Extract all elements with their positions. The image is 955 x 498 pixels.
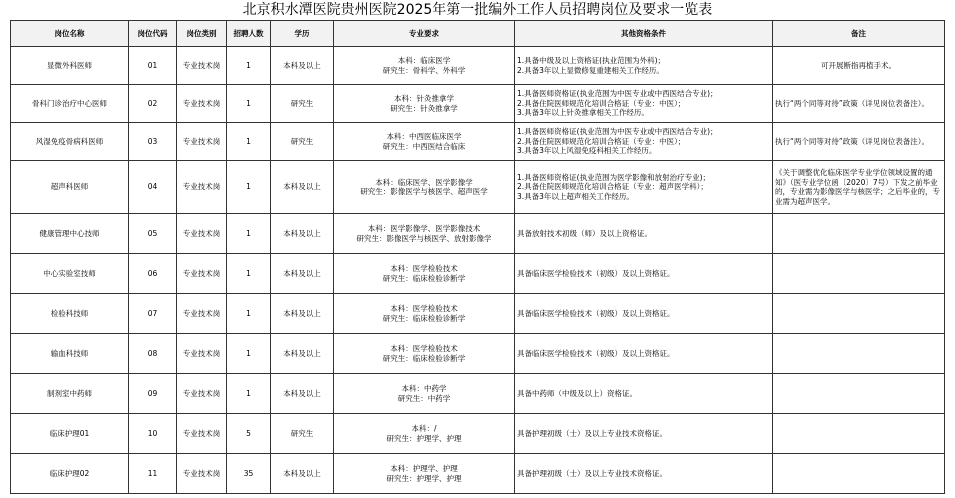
note-line: 《关于调整优化临床医学专业学位领域设置的通知》（医专业学位函〔2020〕7号）下发之前毕业的，专业需为影像医学与核医学；之后毕业的，专业需为超声医学。 <box>775 168 940 206</box>
cell-notes <box>773 214 945 254</box>
cell-education: 研究生 <box>271 414 334 454</box>
cell-hire-count: 1 <box>227 254 271 294</box>
cell-other-requirements <box>515 334 773 374</box>
requirement-line: 1.具备医师资格证(执业范围为中医专业或中西医结合专业)； <box>517 127 718 137</box>
table-row <box>11 123 945 161</box>
cell-major <box>334 374 515 414</box>
cell-hire-count: 1 <box>227 374 271 414</box>
cell-hire-count: 1 <box>227 214 271 254</box>
cell-other-requirements <box>515 123 773 161</box>
cell-post-category: 专业技术岗 <box>177 374 227 414</box>
requirement-line: 2.具备住院医师规范化培训合格证（专业：中医）； <box>517 98 686 108</box>
cell-notes <box>773 454 945 494</box>
cell-post-name: 检验科技师 <box>11 294 129 334</box>
cell-major <box>334 334 515 374</box>
cell-post-code: 04 <box>129 161 177 214</box>
note-line: 执行“两个同等对待”政策（详见岗位表备注）。 <box>775 98 930 108</box>
cell-notes <box>773 294 945 334</box>
cell-education: 本科及以上 <box>271 47 334 85</box>
cell-notes <box>773 123 945 161</box>
table-row <box>11 214 945 254</box>
cell-post-code: 06 <box>129 254 177 294</box>
cell-notes <box>773 254 945 294</box>
major-line: 研究生：影像医学与核医学、超声医学 <box>360 187 488 196</box>
requirement-line: 3.具备3年以上风湿免疫科相关工作经历。 <box>517 146 657 156</box>
major-line: 本科：临床医学 <box>397 56 451 65</box>
requirement-line: 1.具备医师资格证(执业范围为医学影像和放射治疗专业)； <box>517 172 711 182</box>
requirement-line: 具备放射技术初级（师）及以上资格证。 <box>517 228 652 238</box>
cell-major <box>334 254 515 294</box>
cell-post-code: 02 <box>129 85 177 123</box>
cell-major <box>334 414 515 454</box>
cell-post-category: 专业技术岗 <box>177 454 227 494</box>
header-post-category: 岗位类别 <box>177 21 227 47</box>
header-post-code: 岗位代码 <box>129 21 177 47</box>
cell-hire-count: 1 <box>227 334 271 374</box>
major-line: 研究生：临床检验诊断学 <box>382 353 466 363</box>
cell-other-requirements <box>515 254 773 294</box>
cell-post-category: 专业技术岗 <box>177 47 227 85</box>
table-row <box>11 161 945 214</box>
cell-education: 研究生 <box>271 123 334 161</box>
major-line: 本科：/ <box>411 424 437 433</box>
cell-post-name: 风湿免疫骨病科医师 <box>11 123 129 161</box>
note-line: 执行“两个同等对待”政策（详见岗位表备注）。 <box>775 136 930 146</box>
cell-major <box>334 454 515 494</box>
cell-post-category: 专业技术岗 <box>177 214 227 254</box>
major-line: 研究生：影像医学与核医学、放射影像学 <box>356 233 492 243</box>
cell-hire-count: 1 <box>227 294 271 334</box>
note-line: 可开展断指再植手术。 <box>821 60 896 70</box>
requirement-line: 具备中药师（中级及以上）资格证。 <box>517 388 637 398</box>
requirement-line: 3.具备3年以上超声相关工作经历。 <box>517 191 634 201</box>
cell-post-code: 05 <box>129 214 177 254</box>
requirement-line: 2.具备住院医师规范化培训合格证（专业：中医）； <box>517 136 686 146</box>
cell-post-category: 专业技术岗 <box>177 414 227 454</box>
cell-other-requirements <box>515 47 773 85</box>
cell-post-code: 09 <box>129 374 177 414</box>
requirement-line: 1.具备中级及以上资格证(执业范围为外科)； <box>517 56 666 65</box>
cell-hire-count: 1 <box>227 85 271 123</box>
major-line: 研究生：临床检验诊断学 <box>382 273 466 283</box>
header-other-requirements: 其他资格条件 <box>515 21 773 47</box>
cell-major <box>334 161 515 214</box>
major-line: 研究生：护理学、护理 <box>386 473 462 483</box>
table-row <box>11 47 945 85</box>
cell-education: 本科及以上 <box>271 161 334 214</box>
cell-other-requirements <box>515 414 773 454</box>
header-hire-count: 招聘人数 <box>227 21 271 47</box>
cell-education: 本科及以上 <box>271 214 334 254</box>
cell-post-name: 输血科技师 <box>11 334 129 374</box>
major-line: 研究生：临床检验诊断学 <box>382 313 466 323</box>
major-line: 本科：医学影像学、医学影像技术 <box>367 224 481 233</box>
cell-notes <box>773 85 945 123</box>
major-line: 本科：中西医临床医学 <box>386 132 462 141</box>
table-row <box>11 374 945 414</box>
requirement-line: 具备临床医学检验技术（初级）及以上资格证。 <box>517 348 675 358</box>
cell-post-category: 专业技术岗 <box>177 123 227 161</box>
cell-other-requirements <box>515 214 773 254</box>
major-line: 本科：医学检验技术 <box>390 264 458 273</box>
requirement-line: 具备护理初级（士）及以上专业技术资格证。 <box>517 428 667 438</box>
cell-other-requirements <box>515 454 773 494</box>
cell-post-category: 专业技术岗 <box>177 254 227 294</box>
header-major: 专业要求 <box>334 21 515 47</box>
header-post-name: 岗位名称 <box>11 21 129 47</box>
cell-post-code: 10 <box>129 414 177 454</box>
cell-post-name: 显微外科医师 <box>11 47 129 85</box>
table-row <box>11 454 945 494</box>
cell-major <box>334 214 515 254</box>
cell-other-requirements <box>515 374 773 414</box>
major-line: 本科：医学检验技术 <box>390 304 458 313</box>
requirement-line: 具备护理初级（士）及以上专业技术资格证。 <box>517 468 667 478</box>
cell-major <box>334 47 515 85</box>
cell-education: 本科及以上 <box>271 334 334 374</box>
cell-major <box>334 123 515 161</box>
page-title: 北京积水潭医院贵州医院2025年第一批编外工作人员招聘岗位及要求一览表 <box>242 2 713 18</box>
cell-notes <box>773 334 945 374</box>
major-line: 研究生：骨科学、外科学 <box>382 65 466 75</box>
cell-education: 本科及以上 <box>271 254 334 294</box>
cell-major <box>334 294 515 334</box>
cell-notes <box>773 414 945 454</box>
requirement-line: 2.具备住院医师规范化培训合格证（专业：超声医学科）； <box>517 182 708 192</box>
cell-hire-count: 1 <box>227 123 271 161</box>
table-row <box>11 334 945 374</box>
requirement-line: 3.具备3年以上针灸推拿相关工作经历。 <box>517 108 649 118</box>
table-header-row <box>11 21 945 47</box>
cell-notes <box>773 161 945 214</box>
cell-post-category: 专业技术岗 <box>177 334 227 374</box>
cell-post-name: 制剂室中药师 <box>11 374 129 414</box>
table-row <box>11 254 945 294</box>
cell-hire-count: 1 <box>227 161 271 214</box>
cell-hire-count: 1 <box>227 47 271 85</box>
header-notes: 备注 <box>773 21 945 47</box>
cell-other-requirements <box>515 161 773 214</box>
table-row <box>11 414 945 454</box>
major-line: 研究生：护理学、护理 <box>386 433 462 443</box>
requirement-line: 具备临床医学检验技术（初级）及以上资格证。 <box>517 308 675 318</box>
major-line: 本科：针灸推拿学 <box>394 94 454 103</box>
table-row <box>11 85 945 123</box>
cell-post-name: 健康管理中心技师 <box>11 214 129 254</box>
cell-post-name: 中心实验室技师 <box>11 254 129 294</box>
cell-post-code: 03 <box>129 123 177 161</box>
recruitment-table <box>10 20 945 494</box>
table-row <box>11 294 945 334</box>
cell-education: 本科及以上 <box>271 374 334 414</box>
cell-post-code: 11 <box>129 454 177 494</box>
cell-post-name: 骨科门诊治疗中心医师 <box>11 85 129 123</box>
cell-education: 研究生 <box>271 85 334 123</box>
cell-post-code: 07 <box>129 294 177 334</box>
cell-education: 本科及以上 <box>271 294 334 334</box>
cell-notes <box>773 374 945 414</box>
requirement-line: 1.具备医师资格证(执业范围为中医专业或中西医结合专业)； <box>517 89 718 99</box>
major-line: 研究生：中西医结合临床 <box>382 141 466 151</box>
cell-major <box>334 85 515 123</box>
major-line: 本科：护理学、护理 <box>390 464 458 473</box>
cell-other-requirements <box>515 85 773 123</box>
cell-post-name: 超声科医师 <box>11 161 129 214</box>
cell-post-category: 专业技术岗 <box>177 85 227 123</box>
major-line: 研究生：针灸推拿学 <box>390 103 458 113</box>
cell-other-requirements <box>515 294 773 334</box>
requirement-line: 2.具备3年以上显微修复重建相关工作经历。 <box>517 65 664 75</box>
major-line: 本科：中药学 <box>401 384 447 393</box>
cell-post-category: 专业技术岗 <box>177 161 227 214</box>
major-line: 研究生：中药学 <box>397 393 451 403</box>
cell-hire-count: 5 <box>227 414 271 454</box>
cell-post-name: 临床护理01 <box>11 414 129 454</box>
cell-post-code: 08 <box>129 334 177 374</box>
cell-post-name: 临床护理02 <box>11 454 129 494</box>
major-line: 本科：医学检验技术 <box>390 344 458 353</box>
cell-post-category: 专业技术岗 <box>177 294 227 334</box>
cell-hire-count: 35 <box>227 454 271 494</box>
cell-notes <box>773 47 945 85</box>
requirement-line: 具备临床医学检验技术（初级）及以上资格证。 <box>517 268 675 278</box>
header-education: 学历 <box>271 21 334 47</box>
major-line: 本科：临床医学、医学影像学 <box>375 177 473 187</box>
cell-post-code: 01 <box>129 47 177 85</box>
cell-education: 本科及以上 <box>271 454 334 494</box>
